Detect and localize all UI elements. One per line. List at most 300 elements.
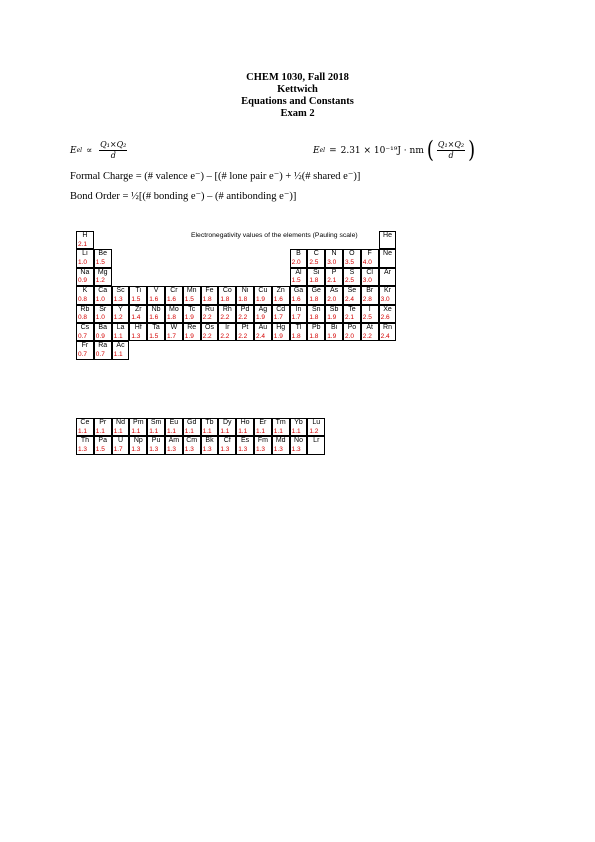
element-cell-pt bbox=[236, 323, 254, 341]
electronegativity-value: 1.0 bbox=[95, 295, 105, 303]
element-cell-ar bbox=[379, 268, 397, 286]
element-cell-zr bbox=[129, 305, 147, 323]
element-cell-k bbox=[76, 286, 94, 304]
element-symbol: Ca bbox=[98, 287, 108, 295]
electronegativity-value: 1.5 bbox=[184, 295, 194, 303]
electronegativity-value: 1.3 bbox=[256, 445, 266, 453]
element-cell-sr bbox=[94, 305, 112, 323]
electronegativity-value: 1.1 bbox=[238, 427, 248, 435]
element-symbol: Pb bbox=[312, 324, 321, 331]
energy-subscript: el bbox=[76, 147, 83, 154]
electronegativity-value: 1.5 bbox=[95, 258, 105, 266]
element-symbol: Mo bbox=[169, 305, 179, 313]
element-symbol: Zn bbox=[276, 287, 285, 295]
element-cell-v bbox=[147, 286, 165, 304]
element-cell-es bbox=[236, 436, 254, 454]
element-symbol: Ho bbox=[240, 419, 250, 426]
element-symbol: Cf bbox=[223, 437, 231, 445]
element-cell-ba bbox=[94, 323, 112, 341]
electronegativity-value: 2.0 bbox=[291, 258, 301, 266]
element-cell-gd bbox=[183, 418, 201, 436]
electronegativity-value: 2.5 bbox=[345, 277, 355, 285]
element-symbol: Mn bbox=[186, 287, 197, 295]
element-symbol: Ge bbox=[311, 287, 321, 295]
element-symbol: In bbox=[295, 305, 302, 313]
energy-subscript: el bbox=[319, 147, 326, 154]
element-symbol: V bbox=[153, 287, 159, 295]
element-cell-rb bbox=[76, 305, 94, 323]
periodic-table bbox=[76, 231, 522, 456]
element-cell-ga bbox=[290, 286, 308, 304]
element-cell-ir bbox=[218, 323, 236, 341]
element-symbol: At bbox=[366, 324, 373, 331]
electronegativity-value: 0.7 bbox=[78, 350, 88, 358]
electronegativity-value: 1.3 bbox=[202, 445, 212, 453]
element-cell-i bbox=[361, 305, 379, 323]
element-cell-sc bbox=[112, 286, 130, 304]
electronegativity-value: 2.4 bbox=[256, 332, 266, 340]
element-symbol: Cd bbox=[276, 305, 286, 313]
electronegativity-value: 1.3 bbox=[78, 445, 88, 453]
electronegativity-value: 1.9 bbox=[273, 332, 283, 340]
element-cell-cm bbox=[183, 436, 201, 454]
element-cell-n bbox=[325, 249, 343, 267]
electronegativity-value: 1.6 bbox=[149, 314, 159, 322]
element-symbol: Tm bbox=[275, 419, 286, 426]
electronegativity-value: 2.5 bbox=[362, 314, 372, 322]
element-symbol: I bbox=[368, 305, 371, 313]
fraction-numerator: Q₁×Q₂ bbox=[100, 140, 127, 149]
element-symbol: Pu bbox=[151, 437, 161, 445]
element-cell-er bbox=[254, 418, 272, 436]
instructor-name: Kettwich bbox=[277, 84, 318, 95]
element-cell-pr bbox=[94, 418, 112, 436]
element-cell-th bbox=[76, 436, 94, 454]
electronegativity-value: 1.1 bbox=[113, 350, 123, 358]
element-cell-cr bbox=[165, 286, 183, 304]
electronegativity-value: 1.1 bbox=[220, 427, 230, 435]
element-cell-eu bbox=[165, 418, 183, 436]
element-cell-xe bbox=[379, 305, 397, 323]
electronegativity-value: 1.3 bbox=[184, 445, 194, 453]
electronegativity-value: 1.8 bbox=[309, 332, 319, 340]
element-cell-p bbox=[325, 268, 343, 286]
electronegativity-value: 1.2 bbox=[113, 314, 123, 322]
element-cell-rh bbox=[218, 305, 236, 323]
element-symbol: Sc bbox=[116, 287, 125, 295]
element-symbol: Re bbox=[187, 324, 197, 331]
element-symbol: Ce bbox=[80, 419, 90, 426]
element-symbol: Pm bbox=[133, 419, 144, 426]
element-cell-la bbox=[112, 323, 130, 341]
element-cell-w bbox=[165, 323, 183, 341]
element-cell-dy bbox=[218, 418, 236, 436]
exam-label: Exam 2 bbox=[280, 108, 315, 119]
electronegativity-value: 0.9 bbox=[78, 277, 88, 285]
document-header bbox=[0, 72, 595, 120]
element-cell-lu bbox=[307, 418, 325, 436]
element-cell-nb bbox=[147, 305, 165, 323]
element-cell-f bbox=[361, 249, 379, 267]
electronegativity-value: 1.3 bbox=[131, 332, 141, 340]
element-cell-y bbox=[112, 305, 130, 323]
element-cell-pu bbox=[147, 436, 165, 454]
electronegativity-value: 3.5 bbox=[345, 258, 355, 266]
element-symbol: Ag bbox=[258, 305, 268, 313]
element-cell-as bbox=[325, 286, 343, 304]
electronegativity-value: 1.5 bbox=[131, 295, 141, 303]
element-symbol: S bbox=[349, 268, 355, 276]
document-title: Equations and Constants bbox=[241, 96, 354, 107]
element-symbol: Au bbox=[258, 324, 268, 331]
electronegativity-value: 1.8 bbox=[309, 295, 319, 303]
element-cell-si bbox=[307, 268, 325, 286]
electronegativity-value: 1.1 bbox=[167, 427, 177, 435]
element-symbol: F bbox=[367, 250, 372, 258]
element-symbol: No bbox=[294, 437, 303, 445]
element-cell-bk bbox=[201, 436, 219, 454]
element-symbol: Os bbox=[205, 324, 214, 331]
element-symbol: C bbox=[313, 250, 319, 258]
element-cell-ca bbox=[94, 286, 112, 304]
electronegativity-value: 1.8 bbox=[309, 314, 319, 322]
electronegativity-value: 1.1 bbox=[273, 427, 283, 435]
element-symbol: Kr bbox=[383, 287, 391, 295]
element-cell-cs bbox=[76, 323, 94, 341]
electronegativity-value: 2.0 bbox=[327, 295, 337, 303]
electronegativity-value: 1.9 bbox=[327, 314, 337, 322]
element-symbol: P bbox=[331, 268, 337, 276]
element-cell-ra bbox=[94, 341, 112, 359]
electronegativity-value: 1.1 bbox=[149, 427, 159, 435]
element-symbol: Ta bbox=[152, 324, 160, 331]
electronegativity-value: 2.2 bbox=[202, 332, 212, 340]
element-cell-nd bbox=[112, 418, 130, 436]
left-paren: ( bbox=[426, 136, 434, 164]
coulomb-proportional-equation bbox=[70, 140, 130, 161]
electronegativity-value: 2.5 bbox=[309, 258, 319, 266]
element-cell-lr bbox=[307, 436, 325, 454]
element-cell-at bbox=[361, 323, 379, 341]
element-cell-ti bbox=[129, 286, 147, 304]
element-symbol: Ba bbox=[98, 324, 107, 331]
element-cell-md bbox=[272, 436, 290, 454]
element-symbol: Gd bbox=[187, 419, 197, 426]
element-cell-pd bbox=[236, 305, 254, 323]
element-cell-ce bbox=[76, 418, 94, 436]
electronegativity-value: 1.6 bbox=[149, 295, 159, 303]
element-symbol: Fr bbox=[81, 342, 89, 350]
electronegativity-value: 1.1 bbox=[184, 427, 194, 435]
element-symbol: Ra bbox=[98, 342, 108, 350]
element-cell-pb bbox=[307, 323, 325, 341]
element-cell-tm bbox=[272, 418, 290, 436]
electronegativity-value: 1.3 bbox=[291, 445, 301, 453]
element-cell-cl bbox=[361, 268, 379, 286]
element-cell-c bbox=[307, 249, 325, 267]
electronegativity-value: 1.0 bbox=[95, 314, 105, 322]
element-cell-sn bbox=[307, 305, 325, 323]
energy-symbol: E bbox=[313, 145, 320, 156]
electronegativity-value: 1.1 bbox=[291, 427, 301, 435]
element-cell-re bbox=[183, 323, 201, 341]
element-cell-mo bbox=[165, 305, 183, 323]
energy-symbol: E bbox=[70, 145, 77, 156]
element-cell-br bbox=[361, 286, 379, 304]
element-symbol: Sb bbox=[329, 305, 339, 313]
element-symbol: Er bbox=[259, 419, 267, 426]
fraction-denominator: d bbox=[110, 151, 116, 160]
element-symbol: Rb bbox=[80, 305, 90, 313]
element-symbol: Lr bbox=[313, 437, 320, 445]
bond-order-equation: Bond Order = ½[(# bonding e⁻) – (# antibonding e⁻)] bbox=[70, 191, 297, 202]
element-symbol: B bbox=[296, 250, 301, 258]
element-symbol: Xe bbox=[383, 305, 392, 313]
element-cell-ac bbox=[112, 341, 130, 359]
element-symbol: Eu bbox=[169, 419, 179, 426]
electronegativity-value: 2.2 bbox=[220, 314, 230, 322]
element-symbol: Cr bbox=[170, 287, 178, 295]
element-cell-s bbox=[343, 268, 361, 286]
element-cell-sb bbox=[325, 305, 343, 323]
electronegativity-value: 1.8 bbox=[238, 295, 248, 303]
element-symbol: Pt bbox=[241, 324, 249, 331]
electronegativity-value: 1.6 bbox=[291, 295, 301, 303]
element-symbol: Md bbox=[275, 437, 286, 445]
equals-sign: = bbox=[329, 145, 337, 156]
element-symbol: Li bbox=[82, 250, 88, 258]
element-cell-sm bbox=[147, 418, 165, 436]
electronegativity-value: 1.3 bbox=[131, 445, 141, 453]
electronegativity-value: 1.1 bbox=[78, 427, 88, 435]
element-cell-na bbox=[76, 268, 94, 286]
element-symbol: Br bbox=[366, 287, 374, 295]
electronegativity-value: 1.4 bbox=[131, 314, 141, 322]
element-symbol: Pd bbox=[240, 305, 250, 313]
electronegativity-value: 1.1 bbox=[202, 427, 212, 435]
element-symbol: Dy bbox=[223, 419, 232, 426]
element-cell-ge bbox=[307, 286, 325, 304]
element-cell-os bbox=[201, 323, 219, 341]
element-cell-mg bbox=[94, 268, 112, 286]
element-symbol: Am bbox=[168, 437, 180, 445]
element-cell-b bbox=[290, 249, 308, 267]
element-cell-fr bbox=[76, 341, 94, 359]
element-symbol: Rn bbox=[383, 324, 392, 331]
element-symbol: Yb bbox=[294, 419, 303, 426]
electronegativity-value: 1.3 bbox=[167, 445, 177, 453]
element-cell-cu bbox=[254, 286, 272, 304]
electronegativity-value: 1.2 bbox=[95, 277, 105, 285]
element-symbol: Hg bbox=[276, 324, 286, 331]
element-symbol: Po bbox=[347, 324, 357, 331]
element-cell-se bbox=[343, 286, 361, 304]
periodic-table-title: Electronegativity values of the elements (Pauling scale) bbox=[191, 232, 358, 239]
element-symbol: Na bbox=[80, 268, 90, 276]
electronegativity-value: 2.2 bbox=[238, 314, 248, 322]
element-cell-fm bbox=[254, 436, 272, 454]
element-cell-be bbox=[94, 249, 112, 267]
element-cell-he bbox=[379, 231, 397, 249]
electronegativity-value: 1.8 bbox=[202, 295, 212, 303]
charge-fraction bbox=[99, 140, 127, 161]
element-symbol: Ac bbox=[116, 342, 125, 350]
element-symbol: Np bbox=[133, 437, 143, 445]
element-symbol: Ru bbox=[205, 305, 214, 313]
element-cell-rn bbox=[379, 323, 397, 341]
element-cell-al bbox=[290, 268, 308, 286]
element-symbol: Pa bbox=[98, 437, 107, 445]
electronegativity-value: 1.1 bbox=[131, 427, 141, 435]
element-symbol: U bbox=[117, 437, 124, 445]
element-symbol: Bi bbox=[330, 324, 338, 331]
element-symbol: Al bbox=[295, 268, 302, 276]
electronegativity-value: 1.6 bbox=[167, 295, 177, 303]
element-symbol: Sn bbox=[312, 305, 321, 313]
electronegativity-value: 1.7 bbox=[167, 332, 177, 340]
element-symbol: Ar bbox=[383, 268, 391, 276]
element-symbol: Es bbox=[241, 437, 250, 445]
electronegativity-value: 0.8 bbox=[78, 314, 88, 322]
fraction-numerator: Q₁×Q₂ bbox=[437, 140, 465, 149]
element-cell-hf bbox=[129, 323, 147, 341]
element-symbol: Tl bbox=[295, 324, 302, 331]
element-symbol: Bk bbox=[205, 437, 214, 445]
element-cell-tl bbox=[290, 323, 308, 341]
electronegativity-value: 1.7 bbox=[113, 445, 123, 453]
element-symbol: Th bbox=[80, 437, 89, 445]
electronegativity-value: 3.0 bbox=[380, 295, 390, 303]
element-cell-kr bbox=[379, 286, 397, 304]
electronegativity-value: 2.0 bbox=[345, 332, 355, 340]
element-symbol: Cl bbox=[366, 268, 373, 276]
element-symbol: Co bbox=[222, 287, 232, 295]
element-cell-np bbox=[129, 436, 147, 454]
element-cell-au bbox=[254, 323, 272, 341]
electronegativity-value: 1.3 bbox=[238, 445, 248, 453]
electronegativity-value: 2.6 bbox=[380, 314, 390, 322]
element-symbol: Zr bbox=[134, 305, 142, 313]
electronegativity-value: 1.9 bbox=[327, 332, 337, 340]
electronegativity-value: 1.8 bbox=[220, 295, 230, 303]
electronegativity-value: 3.0 bbox=[362, 277, 372, 285]
element-symbol: Tb bbox=[205, 419, 214, 426]
element-cell-tb bbox=[201, 418, 219, 436]
charge-fraction bbox=[437, 140, 465, 161]
element-cell-ni bbox=[236, 286, 254, 304]
electronegativity-value: 2.2 bbox=[202, 314, 212, 322]
electronegativity-value: 2.2 bbox=[220, 332, 230, 340]
electronegativity-value: 3.0 bbox=[327, 258, 337, 266]
element-cell-o bbox=[343, 249, 361, 267]
element-symbol: Sm bbox=[150, 419, 162, 426]
element-symbol: Si bbox=[313, 268, 320, 276]
element-symbol: Ni bbox=[241, 287, 249, 295]
element-symbol: Te bbox=[348, 305, 356, 313]
element-cell-bi bbox=[325, 323, 343, 341]
electronegativity-value: 1.7 bbox=[291, 314, 301, 322]
electronegativity-value: 1.3 bbox=[113, 295, 123, 303]
electronegativity-value: 2.2 bbox=[238, 332, 248, 340]
element-cell-u bbox=[112, 436, 130, 454]
element-symbol: Fm bbox=[257, 437, 268, 445]
electronegativity-value: 1.2 bbox=[309, 427, 319, 435]
element-symbol: Lu bbox=[312, 419, 321, 426]
element-symbol: Fe bbox=[205, 287, 214, 295]
element-symbol: Y bbox=[118, 305, 123, 313]
electronegativity-value: 2.4 bbox=[380, 332, 390, 340]
element-cell-mn bbox=[183, 286, 201, 304]
electronegativity-value: 0.7 bbox=[95, 350, 105, 358]
element-symbol: He bbox=[383, 232, 392, 239]
element-cell-te bbox=[343, 305, 361, 323]
element-symbol: Cm bbox=[186, 437, 198, 445]
element-symbol: Cs bbox=[80, 324, 90, 331]
right-paren: ) bbox=[468, 136, 476, 164]
element-symbol: O bbox=[349, 250, 355, 258]
electronegativity-value: 1.3 bbox=[273, 445, 283, 453]
element-cell-zn bbox=[272, 286, 290, 304]
element-symbol: La bbox=[116, 324, 125, 331]
element-cell-li bbox=[76, 249, 94, 267]
element-cell-pa bbox=[94, 436, 112, 454]
electronegativity-value: 2.1 bbox=[327, 277, 337, 285]
electronegativity-value: 1.7 bbox=[273, 314, 283, 322]
element-cell-no bbox=[290, 436, 308, 454]
electronegativity-value: 0.7 bbox=[78, 332, 88, 340]
element-symbol: Rh bbox=[222, 305, 232, 313]
coulomb-constant: 2.31 × 10⁻¹⁹J · nm bbox=[340, 145, 424, 156]
element-symbol: N bbox=[331, 250, 337, 258]
electronegativity-value: 1.9 bbox=[184, 332, 194, 340]
element-symbol: Cu bbox=[258, 287, 268, 295]
element-symbol: Be bbox=[98, 250, 107, 258]
element-cell-co bbox=[218, 286, 236, 304]
electronegativity-value: 1.5 bbox=[95, 445, 105, 453]
element-symbol: Hf bbox=[134, 324, 142, 331]
element-cell-ru bbox=[201, 305, 219, 323]
element-symbol: Pr bbox=[99, 419, 107, 426]
element-cell-po bbox=[343, 323, 361, 341]
fraction-denominator: d bbox=[448, 151, 454, 160]
electronegativity-value: 1.9 bbox=[184, 314, 194, 322]
formal-charge-equation: Formal Charge = (# valence e⁻) – [(# lone pair e⁻) + ½(# shared e⁻)] bbox=[70, 171, 361, 182]
electronegativity-value: 2.1 bbox=[345, 314, 355, 322]
element-symbol: Nb bbox=[151, 305, 161, 313]
element-cell-fe bbox=[201, 286, 219, 304]
element-symbol: Nd bbox=[116, 419, 125, 426]
electronegativity-value: 1.0 bbox=[78, 258, 88, 266]
electronegativity-value: 1.5 bbox=[149, 332, 159, 340]
element-symbol: Tc bbox=[188, 305, 196, 313]
element-cell-ta bbox=[147, 323, 165, 341]
element-symbol: As bbox=[330, 287, 339, 295]
electronegativity-value: 1.8 bbox=[291, 332, 301, 340]
element-cell-cd bbox=[272, 305, 290, 323]
element-symbol: Se bbox=[347, 287, 357, 295]
electronegativity-value: 1.8 bbox=[167, 314, 177, 322]
element-symbol: Mg bbox=[97, 268, 108, 276]
element-cell-ne bbox=[379, 249, 397, 267]
element-cell-ho bbox=[236, 418, 254, 436]
electronegativity-value: 1.5 bbox=[291, 277, 301, 285]
electronegativity-value: 1.6 bbox=[273, 295, 283, 303]
element-symbol: K bbox=[82, 287, 88, 295]
electronegativity-value: 0.9 bbox=[95, 332, 105, 340]
element-cell-ag bbox=[254, 305, 272, 323]
element-symbol: Ne bbox=[383, 250, 392, 258]
electronegativity-value: 2.1 bbox=[78, 240, 88, 248]
